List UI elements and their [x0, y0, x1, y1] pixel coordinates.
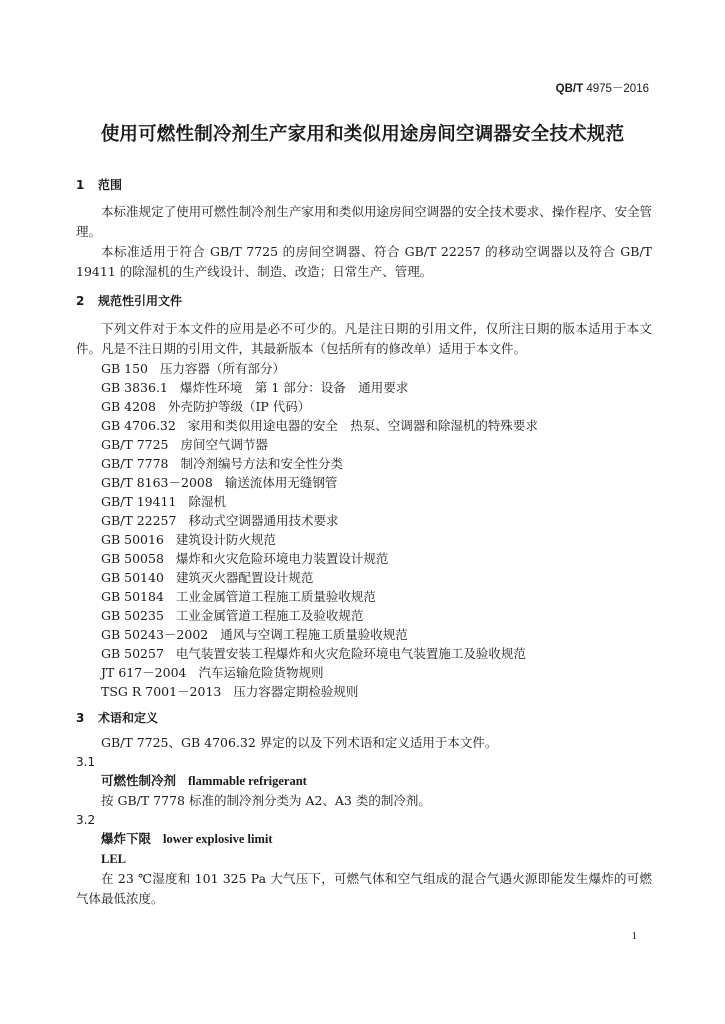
standard-number	[556, 80, 649, 96]
section-title: 规范性引用文件	[98, 294, 183, 308]
reference-list	[76, 359, 652, 701]
reference-code: GB 50235	[101, 608, 164, 623]
reference-title: 外壳防护等级（IP 代码）	[167, 399, 311, 414]
reference-title: 房间空气调节器	[180, 437, 269, 452]
term-chinese: 可燃性制冷剂	[101, 773, 177, 788]
term-number: 3.1	[76, 755, 96, 769]
term-heading	[76, 829, 652, 849]
reference-code: GB/T 7778	[101, 456, 169, 471]
reference-code: GB 50140	[101, 570, 164, 585]
reference-item	[76, 587, 652, 606]
reference-title: 输送流体用无缝钢管	[224, 475, 338, 490]
section-title: 范围	[98, 178, 123, 192]
reference-item	[76, 549, 652, 568]
section-number: 1	[76, 178, 85, 192]
reference-title: 家用和类似用途电器的安全 热泵、空调器和除湿机的特殊要求	[187, 418, 538, 433]
document-title: 使用可燃性制冷剂生产家用和类似用途房间空调器安全技术规范	[100, 124, 625, 145]
reference-code: GB 150	[101, 361, 149, 376]
reference-title: 工业金属管道工程施工及验收规范	[175, 608, 364, 623]
reference-title: 爆炸和火灾危险环境电力装置设计规范	[175, 551, 389, 566]
reference-title: 除湿机	[188, 494, 226, 509]
reference-title: 压力容器定期检验规则	[233, 684, 359, 699]
reference-item	[76, 568, 652, 587]
reference-code: GB/T 22257	[101, 513, 177, 528]
reference-item	[76, 606, 652, 625]
reference-title: 制冷剂编号方法和安全性分类	[180, 456, 344, 471]
reference-title: 建筑灭火器配置设计规范	[175, 570, 314, 585]
reference-code: GB 50184	[101, 589, 164, 604]
section-title: 术语和定义	[98, 711, 159, 725]
reference-item	[76, 530, 652, 549]
paragraph: 下列文件对于本文件的应用是必不可少的。凡是注日期的引用文件，仅所注日期的版本适用于本文件。凡是不注日期的引用文件，其最新版本（包括所有的修改单）适用于本文件。	[76, 321, 652, 356]
reference-item	[76, 625, 652, 644]
reference-item	[76, 435, 652, 454]
term-number: 3.2	[76, 813, 96, 827]
term-abbr: LEL	[101, 852, 127, 866]
section-1-heading	[76, 176, 652, 194]
term-definition: 按 GB/T 7778 标准的制冷剂分类为 A2、A3 类的制冷剂。	[101, 793, 431, 808]
term-english: lower explosive limit	[163, 832, 273, 846]
reference-title: 爆炸性环境 第 1 部分：设备 通用要求	[179, 380, 409, 395]
reference-code: GB 4208	[101, 399, 156, 414]
reference-item	[76, 682, 652, 701]
reference-item	[76, 473, 652, 492]
reference-title: 移动式空调器通用技术要求	[188, 513, 339, 528]
paragraph: 本标准适用于符合 GB/T 7725 的房间空调器、符合 GB/T 22257 的移动空调器以及符合 GB/T 19411 的除湿机的生产线设计、制造、改造；日常生产、管理。	[76, 244, 652, 279]
page-number: 1	[631, 930, 637, 942]
paragraph: 本标准规定了使用可燃性制冷剂生产家用和类似用途房间空调器的安全技术要求、操作程序、安全管理。	[76, 204, 652, 239]
reference-item	[76, 644, 652, 663]
term-abbreviation	[76, 849, 652, 869]
term-definition: 在 23 ℃湿度和 101 325 Pa 大气压下，可燃气体和空气组成的混合气遇火源即能发生爆炸的可燃气体最低浓度。	[76, 871, 652, 906]
reference-item	[76, 397, 652, 416]
section-number: 3	[76, 711, 85, 725]
reference-title: 电气装置安装工程爆炸和火灾危险环境电气装置施工及验收规范	[175, 646, 526, 661]
term-heading	[76, 771, 652, 791]
reference-code: GB/T 8163－2008	[101, 475, 213, 490]
standard-prefix: QB/T	[555, 83, 584, 95]
reference-code: GB 4706.32	[101, 418, 176, 433]
reference-item	[76, 359, 652, 378]
paragraph: GB/T 7725、GB 4706.32 界定的以及下列术语和定义适用于本文件。	[101, 735, 498, 750]
section-number: 2	[76, 294, 85, 308]
reference-title: 汽车运输危险货物规则	[198, 665, 324, 680]
reference-code: GB 50058	[101, 551, 164, 566]
reference-code: JT 617－2004	[101, 665, 187, 680]
reference-item	[76, 378, 652, 397]
reference-code: GB 3836.1	[101, 380, 168, 395]
reference-item	[76, 492, 652, 511]
reference-title: 建筑设计防火规范	[175, 532, 276, 547]
reference-title: 工业金属管道工程施工质量验收规范	[175, 589, 376, 604]
section-2-heading	[76, 292, 652, 310]
reference-code: GB/T 7725	[101, 437, 169, 452]
reference-item	[76, 663, 652, 682]
reference-item	[76, 416, 652, 435]
standard-code: 4975－2016	[586, 83, 649, 95]
term-english: flammable refrigerant	[188, 774, 307, 788]
reference-title: 压力容器（所有部分）	[160, 361, 286, 376]
reference-code: TSG R 7001－2013	[101, 684, 222, 699]
section-3-heading	[76, 709, 652, 727]
reference-item	[76, 454, 652, 473]
reference-code: GB/T 19411	[101, 494, 177, 509]
reference-item	[76, 511, 652, 530]
reference-title: 通风与空调工程施工质量验收规范	[220, 627, 408, 642]
reference-code: GB 50257	[101, 646, 164, 661]
reference-code: GB 50243－2002	[101, 627, 209, 642]
document-body	[76, 176, 652, 909]
term-chinese: 爆炸下限	[101, 831, 152, 846]
reference-code: GB 50016	[101, 532, 164, 547]
